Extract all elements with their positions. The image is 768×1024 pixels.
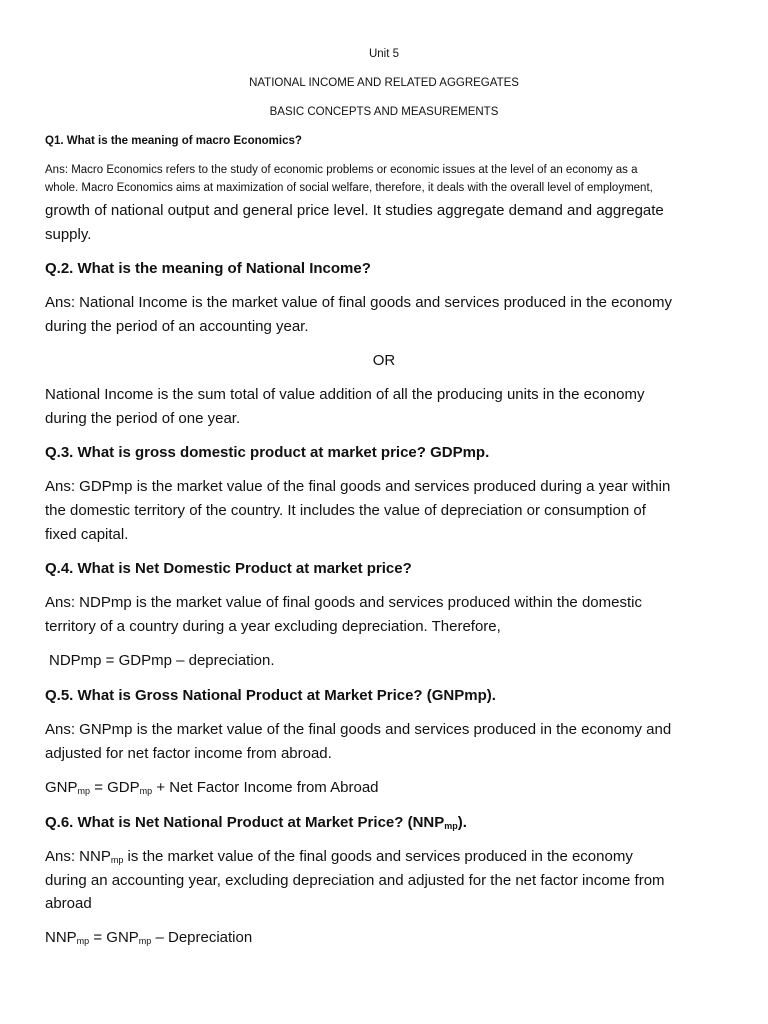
formula-nnp-term: NNP (45, 929, 77, 946)
answer-1-line-3: growth of national output and general price level. It studies aggregate demand and aggregate (45, 202, 664, 219)
answer-6-line-1 (45, 848, 735, 865)
answer-6-prefix: Ans: NNP (45, 848, 111, 865)
answer-3-line-3: fixed capital. (45, 526, 129, 543)
question-2: Q.2. What is the meaning of National Income? (45, 260, 371, 277)
formula-ndp: NDPmp = GDPmp – depreciation. (49, 652, 275, 669)
answer-4-line-1: Ans: NDPmp is the market value of final goods and services produced within the domestic (45, 594, 642, 611)
answer-1-line-2: whole. Macro Economics aims at maximization of social welfare, therefore, it deals with the overall level of employment, (45, 182, 653, 194)
question-4: Q.4. What is Net Domestic Product at market price? (45, 560, 412, 577)
answer-2-alt-line-2: during the period of one year. (45, 410, 241, 427)
question-6-subscript: mp (444, 821, 458, 831)
answer-2-line-2: during the period of an accounting year. (45, 318, 309, 335)
formula-gnp (45, 779, 735, 796)
answer-5-line-2: adjusted for net factor income from abroad. (45, 745, 332, 762)
answer-2-line-1: Ans: National Income is the market value of final goods and services produced in the economy (45, 294, 673, 311)
answer-1-line-1: Ans: Macro Economics refers to the study of economic problems or economic issues at the level of an economy as a (45, 164, 638, 176)
answer-6-line-1-rest: is the market value of the final goods and services produced in the economy (123, 848, 633, 865)
answer-3-line-2: the domestic territory of the country. It includes the value of depreciation or consumption of (45, 502, 646, 519)
answer-6-line-2: during an accounting year, excluding depreciation and adjusted for the net factor income from (45, 872, 665, 889)
page-subtitle: BASIC CONCEPTS AND MEASUREMENTS (269, 106, 499, 118)
answer-4-line-2: territory of a country during a year excluding depreciation. Therefore, (45, 618, 501, 635)
question-6 (45, 814, 735, 831)
answer-5-line-1: Ans: GNPmp is the market value of the final goods and services produced in the economy and (45, 721, 672, 738)
formula-nnp-subscript: mp (76, 936, 90, 946)
question-1: Q1. What is the meaning of macro Economics? (45, 135, 302, 147)
answer-1-line-4: supply. (45, 226, 92, 243)
formula-nnp-equals: = GNP (89, 929, 139, 946)
question-3: Q.3. What is gross domestic product at market price? GDPmp. (45, 444, 490, 461)
or-separator: OR (372, 352, 396, 369)
formula-gnp2-subscript: mp (138, 936, 152, 946)
formula-gnp-subscript: mp (77, 786, 91, 796)
formula-gnp-equals: = GDP (90, 779, 140, 796)
formula-nnp (45, 929, 735, 946)
formula-gnp-term: GNP (45, 779, 78, 796)
question-6-main: Q.6. What is Net National Product at Market Price? (NNP (45, 814, 445, 831)
answer-6-line-3: abroad (45, 895, 92, 912)
formula-gnp-rest: + Net Factor Income from Abroad (152, 779, 379, 796)
formula-gdp-subscript: mp (139, 786, 153, 796)
page-title: NATIONAL INCOME AND RELATED AGGREGATES (249, 77, 519, 89)
unit-heading: Unit 5 (368, 48, 400, 60)
question-5: Q.5. What is Gross National Product at Market Price? (GNPmp). (45, 687, 496, 704)
formula-nnp-rest: – Depreciation (151, 929, 253, 946)
answer-2-alt-line-1: National Income is the sum total of value addition of all the producing units in the economy (45, 386, 645, 403)
answer-3-line-1: Ans: GDPmp is the market value of the final goods and services produced during a year within (45, 478, 671, 495)
question-6-end: ). (457, 814, 467, 831)
answer-6-subscript: mp (110, 855, 124, 865)
